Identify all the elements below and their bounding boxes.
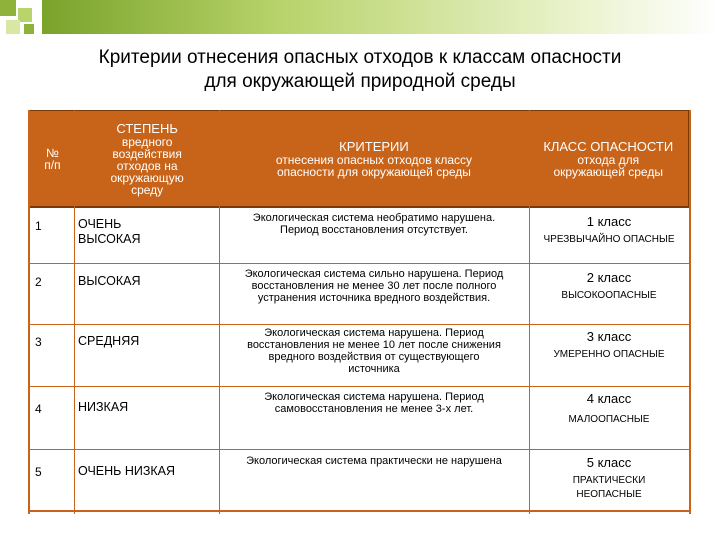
row-number: 2 xyxy=(35,275,42,289)
page-title xyxy=(20,46,700,94)
table-column-divider xyxy=(219,110,220,514)
criteria-text: Экологическая система нарушена. Период xyxy=(264,391,484,403)
header-text: окружающей среды xyxy=(553,165,663,179)
top-decoration-stripe xyxy=(42,0,720,34)
hazard-class-table xyxy=(29,110,689,512)
table-column-divider xyxy=(529,110,530,514)
title-line: для окружающей природной среды xyxy=(204,71,516,92)
row-number: 5 xyxy=(35,465,42,479)
class-description: ЧРЕЗВЫЧАЙНО ОПАСНЫЕ xyxy=(543,234,675,245)
header-criteria xyxy=(219,111,528,206)
header-num xyxy=(30,111,75,206)
header-text: СТЕПЕНЬ xyxy=(116,120,178,136)
header-class xyxy=(528,111,688,206)
header-text: окружающую xyxy=(110,170,184,185)
class-description: НЕОПАСНЫЕ xyxy=(576,489,642,500)
criteria-text: источника xyxy=(348,363,400,375)
header-text: п/п xyxy=(44,157,61,172)
level-text: ОЧЕНЬ xyxy=(78,217,122,231)
row-criteria xyxy=(219,450,529,510)
row-criteria xyxy=(219,208,529,263)
row-class xyxy=(529,387,689,449)
class-name: 5 класс xyxy=(586,455,632,470)
table-row xyxy=(29,325,689,387)
table-column-divider xyxy=(74,110,75,514)
criteria-text: Период восстановления отсутствует. xyxy=(280,224,468,236)
row-number: 1 xyxy=(35,219,42,233)
header-text: воздействия xyxy=(112,146,182,161)
criteria-text: вредного воздействия от существующего xyxy=(268,351,480,363)
table-row xyxy=(29,450,689,512)
row-criteria xyxy=(219,325,529,386)
row-criteria xyxy=(219,264,529,324)
criteria-text: восстановления не менее 10 лет после снижения xyxy=(247,339,501,351)
header-text: № xyxy=(45,145,59,160)
criteria-text: восстановления не менее 30 лет после полного xyxy=(251,280,497,292)
row-level xyxy=(74,264,219,324)
decoration-square xyxy=(6,20,20,34)
criteria-text: Экологическая система нарушена. Период xyxy=(264,327,484,339)
header-text: отхода для xyxy=(577,153,640,167)
table-header-row xyxy=(29,110,689,208)
table-row xyxy=(29,264,689,325)
table-row xyxy=(29,208,689,264)
class-description: ВЫСОКООПАСНЫЕ xyxy=(561,290,657,301)
row-level xyxy=(74,325,219,386)
criteria-text: Экологическая система практически не нарушена xyxy=(246,455,502,467)
decoration-square xyxy=(0,0,16,16)
class-description: ПРАКТИЧЕСКИ xyxy=(572,475,646,486)
row-class xyxy=(529,450,689,510)
row-number: 3 xyxy=(35,335,42,349)
header-text: вредного xyxy=(121,134,173,149)
row-level xyxy=(74,208,219,263)
criteria-text: Экологическая система необратимо нарушена. xyxy=(252,212,496,224)
criteria-text: устранения источника вредного воздействия. xyxy=(257,292,491,304)
row-level xyxy=(74,387,219,449)
row-criteria xyxy=(219,387,529,449)
decoration-square xyxy=(18,8,32,22)
class-name: 2 класс xyxy=(586,270,632,285)
decoration-square xyxy=(24,24,34,34)
row-class xyxy=(529,325,689,386)
level-text: ОЧЕНЬ НИЗКАЯ xyxy=(78,464,176,478)
class-description: МАЛООПАСНЫЕ xyxy=(568,414,650,425)
class-description: УМЕРЕННО ОПАСНЫЕ xyxy=(553,349,665,360)
level-text: СРЕДНЯЯ xyxy=(78,334,140,348)
level-text: ВЫСОКАЯ xyxy=(78,274,141,288)
class-name: 4 класс xyxy=(586,391,632,406)
row-number: 4 xyxy=(35,402,42,416)
title-line: Критерии отнесения опасных отходов к классам опасности xyxy=(98,47,622,68)
header-text: среду xyxy=(131,182,164,197)
level-text: ВЫСОКАЯ xyxy=(78,232,141,246)
level-text: НИЗКАЯ xyxy=(78,400,129,414)
header-text: КЛАСС ОПАСНОСТИ xyxy=(543,139,674,154)
header-level xyxy=(75,111,220,206)
table-border-left xyxy=(28,110,30,514)
criteria-text: самовосстановления не менее 3-х лет. xyxy=(274,403,474,415)
header-text: опасности для окружающей среды xyxy=(276,165,471,179)
row-class xyxy=(529,208,689,263)
row-level xyxy=(74,450,219,510)
class-name: 3 класс xyxy=(586,329,632,344)
table-row xyxy=(29,387,689,450)
row-class xyxy=(529,264,689,324)
header-text: КРИТЕРИИ xyxy=(339,139,409,154)
class-name: 1 класс xyxy=(586,214,632,229)
table-border-right xyxy=(689,110,691,514)
header-text: отходов на xyxy=(116,158,178,173)
criteria-text: Экологическая система сильно нарушена. Период xyxy=(244,268,504,280)
header-text: отнесения опасных отходов классу xyxy=(275,153,472,167)
